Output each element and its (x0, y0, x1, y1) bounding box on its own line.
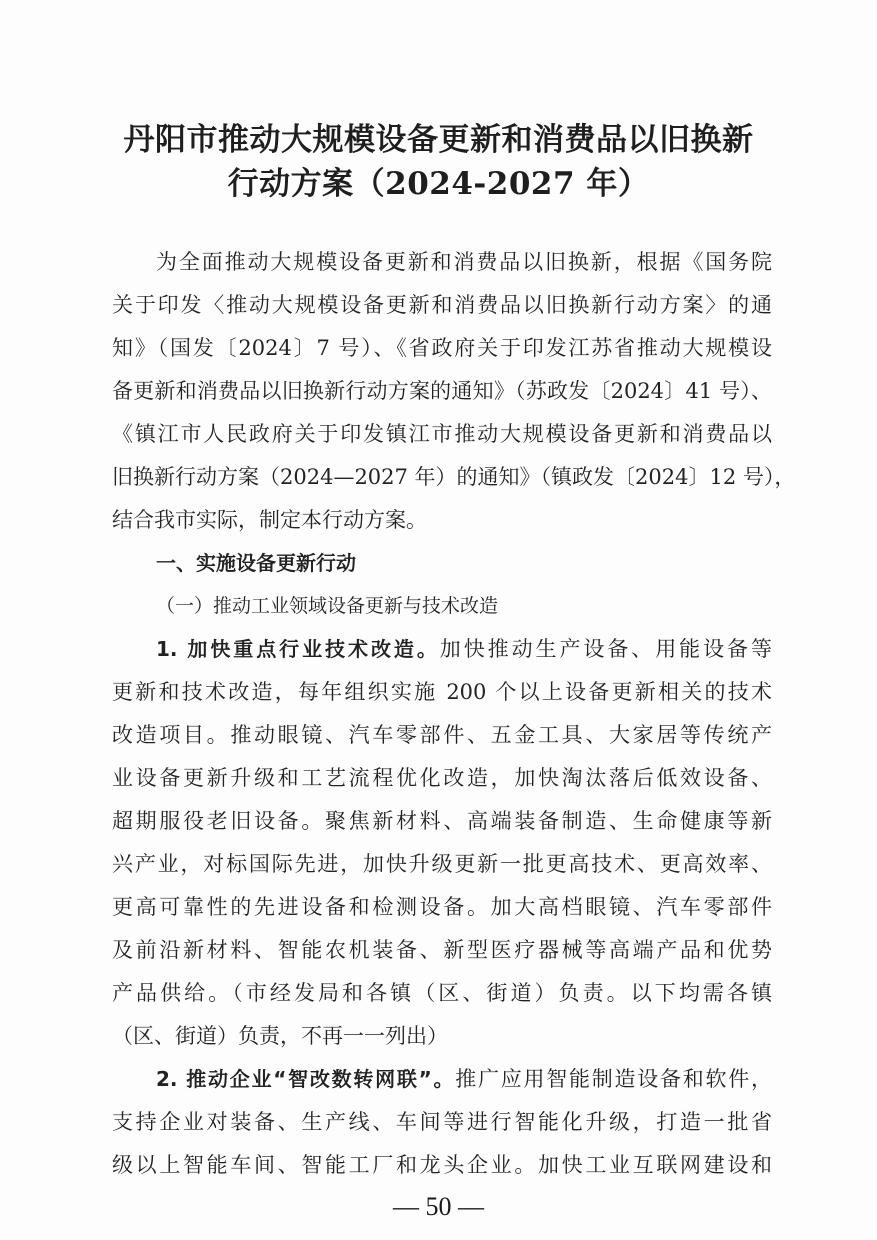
item-1-line: 业设备更新升级和工艺流程优化改造，加快淘汰落后低效设备、 (112, 766, 772, 790)
item-1-line: 更高可靠性的先进设备和检测设备。加大高档眼镜、汽车零部件 (112, 895, 772, 919)
item-2-first-rest: 推广应用智能制造设备和软件， (455, 1067, 773, 1091)
item-1-line: 兴产业，对标国际先进，加快升级更新一批更高技术、更高效率、 (112, 852, 772, 876)
intro-line: 知》（国发〔2024〕7 号）、《省政府关于印发江苏省推动大规模设 (112, 336, 772, 360)
page-number: — 50 — (393, 1192, 484, 1221)
intro-line: 为全面推动大规模设备更新和消费品以旧换新，根据《国务院 (156, 250, 772, 274)
item-2-line: 支持企业对装备、生产线、车间等进行智能化升级，打造一批省 (112, 1110, 772, 1134)
intro-line: 备更新和消费品以旧换新行动方案的通知》（苏政发〔2024〕41 号）、 (112, 379, 772, 403)
intro-line: 结合我市实际，制定本行动方案。 (112, 508, 427, 532)
document-title-line-2: 行动方案（2024-2027 年） (227, 166, 650, 202)
item-1-first-line (156, 632, 772, 666)
item-1-lead: 1. 加快重点行业技术改造。 (156, 637, 440, 661)
item-2-first-line (156, 1062, 772, 1096)
item-1-line: 改造项目。推动眼镜、汽车零部件、五金工具、大家居等传统产 (112, 723, 772, 747)
subsection-heading: （一）推动工业领域设备更新与技术改造 (156, 595, 499, 617)
item-1-first-rest: 加快推动生产设备、用能设备等 (439, 637, 772, 661)
intro-line: 《镇江市人民政府关于印发镇江市推动大规模设备更新和消费品以 (112, 422, 772, 446)
intro-line: 旧换新行动方案（2024—2027 年）的通知》（镇政发〔2024〕12 号）， (112, 465, 796, 489)
item-2-line: 级以上智能车间、智能工厂和龙头企业。加快工业互联网建设和 (112, 1153, 772, 1177)
item-2-lead: 2. 推动企业“智改数转网联”。 (156, 1067, 456, 1091)
intro-line: 关于印发〈推动大规模设备更新和消费品以旧换新行动方案〉的通 (112, 293, 772, 317)
document-title-line-1: 丹阳市推动大规模设备更新和消费品以旧换新 (123, 122, 754, 158)
item-1-line: （区、街道）负责，不再一一列出） (112, 1024, 448, 1048)
item-1-line: 产品供给。（市经发局和各镇（区、街道）负责。以下均需各镇 (112, 981, 772, 1005)
item-1-line: 超期服役老旧设备。聚焦新材料、高端装备制造、生命健康等新 (112, 809, 772, 833)
section-heading: 一、实施设备更新行动 (156, 551, 356, 575)
item-1-line: 更新和技术改造，每年组织实施 200 个以上设备更新相关的技术 (112, 680, 772, 704)
item-1-line: 及前沿新材料、智能农机装备、新型医疗器械等高端产品和优势 (112, 938, 772, 962)
